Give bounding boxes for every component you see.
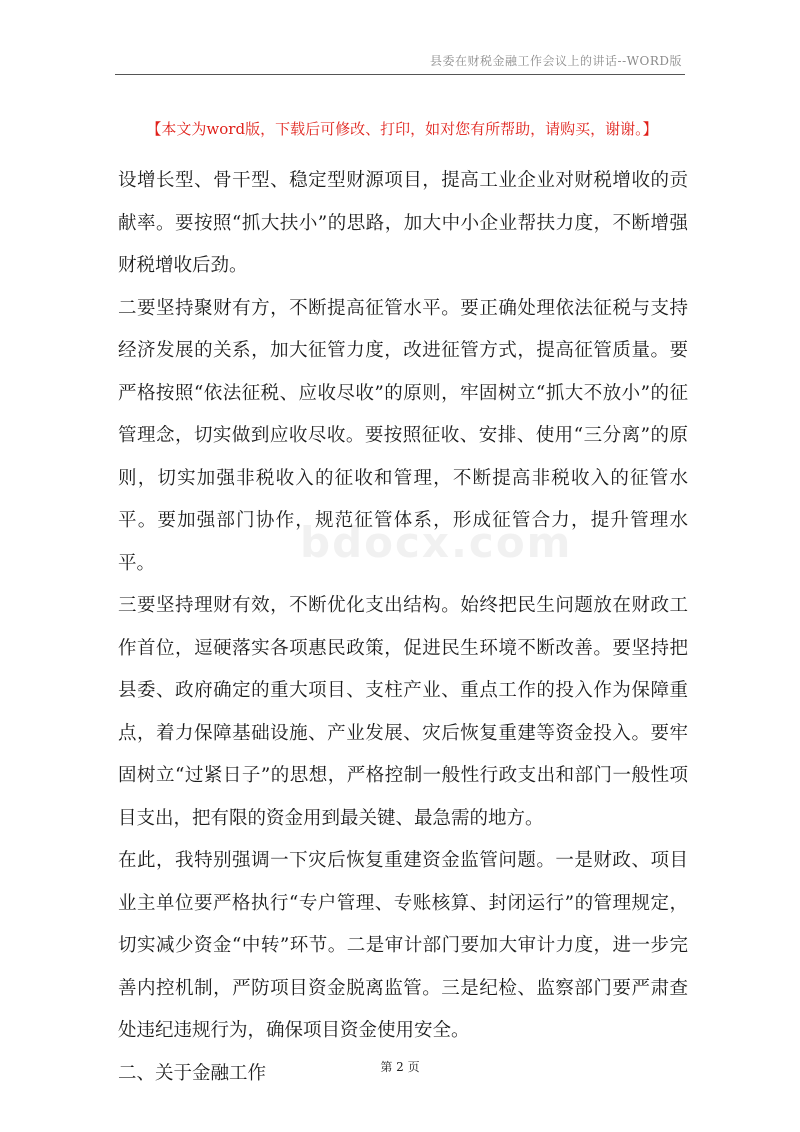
paragraph-2: 二要坚持聚财有方，不断提高征管水平。要正确处理依法征税与支持经济发展的关系，加大征管力度，改进征管方式，提高征管质量。要严格按照“依法征税、应收尽收”的原则，牢固树立“抓大不放小”的征管理念，切实做到应收尽收。要按照征收、安排、使用“三分离”的原则，切实加强非税收入的征收和管理，不断提高非税收入的征管水平。要加强部门协作，规范征管体系，形成征管合力，提升管理水平。 <box>118 297 688 574</box>
paragraph-4: 在此，我特别强调一下灾后恢复重建资金监管问题。一是财政、项目业主单位要严格执行“专户管理、专账核算、封闭运行”的管理规定，切实减少资金“中转”环节。二是审计部门要加大审计力度，进一步完善内控机制，严防项目资金脱离监管。三是纪检、监察部门要严肃查处违纪违规行为，确保项目资金使用安全。 <box>118 850 688 1041</box>
section-heading-finance: 二、关于金融工作 <box>118 1062 267 1084</box>
paragraph-3: 三要坚持理财有效，不断优化支出结构。始终把民生问题放在财政工作首位，逗硬落实各项惠民政策，促进民生环境不断改善。要坚持把县委、政府确定的重大项目、支柱产业、重点工作的投入作为保障重点，着力保障基础设施、产业发展、灾后恢复重建等资金投入。要牢固树立“过紧日子”的思想，严格控制一般性行政支出和部门一般性项目支出，把有限的资金用到最关键、最急需的地方。 <box>118 595 688 829</box>
header-divider <box>115 74 685 75</box>
document-body <box>118 160 688 1095</box>
page-number: 第 2 页 <box>380 1060 420 1074</box>
word-version-notice: 【本文为word版，下载后可修改、打印，如对您有所帮助，请购买，谢谢。】 <box>146 120 658 138</box>
watermark: bdocx.com <box>300 518 573 567</box>
paragraph-1: 设增长型、骨干型、稳定型财源项目，提高工业企业对财税增收的贡献率。要按照“抓大扶小”的思路，加大中小企业帮扶力度，不断增强财税增收后劲。 <box>118 170 688 276</box>
document-header-title: 县委在财税金融工作会议上的讲话--WORD版 <box>430 54 682 68</box>
